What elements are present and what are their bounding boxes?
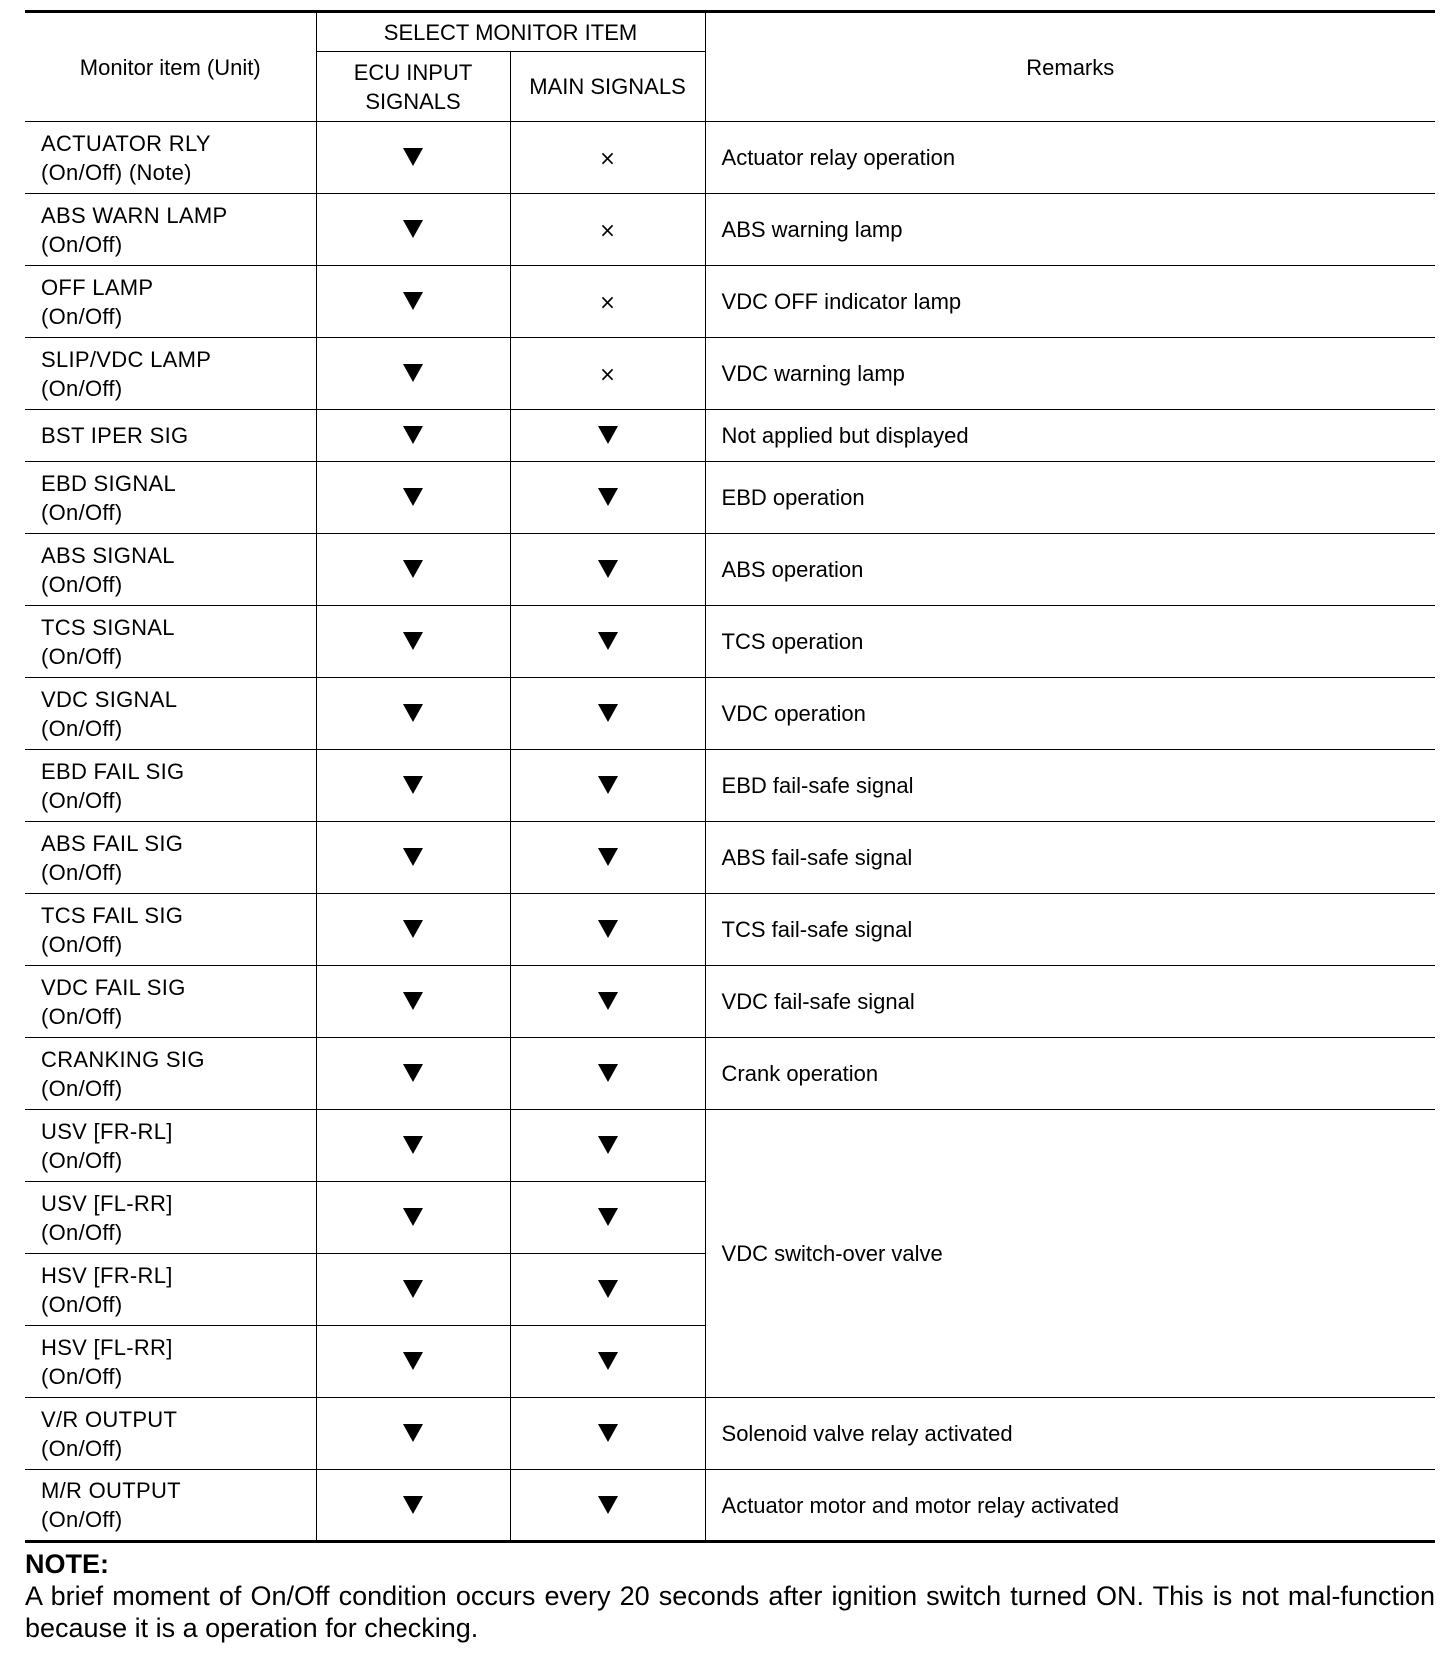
monitor-item-name: EBD SIGNAL bbox=[41, 470, 177, 496]
selected-triangle-icon bbox=[403, 848, 423, 866]
ecu-input-signals-cell bbox=[316, 1110, 510, 1182]
remarks-cell: VDC switch-over valve bbox=[705, 1110, 1435, 1398]
monitor-item-cell bbox=[25, 194, 316, 266]
monitor-item-unit: (On/Off) bbox=[41, 1291, 123, 1317]
ecu-input-signals-cell bbox=[316, 1470, 510, 1542]
ecu-input-signals-cell bbox=[316, 194, 510, 266]
selected-triangle-icon bbox=[403, 220, 423, 238]
monitor-item-cell bbox=[25, 1110, 316, 1182]
selected-triangle-icon bbox=[598, 1208, 618, 1226]
remarks-cell: EBD fail-safe signal bbox=[705, 750, 1435, 822]
selected-triangle-icon bbox=[598, 560, 618, 578]
monitor-item-name: HSV [FL-RR] bbox=[41, 1334, 173, 1360]
monitor-item-name: TCS FAIL SIG bbox=[41, 902, 184, 928]
monitor-item-name: M/R OUTPUT bbox=[41, 1478, 181, 1503]
ecu-input-signals-cell bbox=[316, 338, 510, 410]
selected-triangle-icon bbox=[403, 1208, 423, 1226]
monitor-item-cell bbox=[25, 1470, 316, 1542]
monitor-item-cell bbox=[25, 1398, 316, 1470]
monitor-item-unit: (On/Off) bbox=[41, 571, 123, 597]
main-signals-cell bbox=[510, 194, 705, 266]
selected-triangle-icon bbox=[598, 1280, 618, 1298]
monitor-item-name: ABS WARN LAMP bbox=[41, 202, 228, 228]
ecu-input-signals-cell bbox=[316, 266, 510, 338]
ecu-input-signals-cell bbox=[316, 1326, 510, 1398]
selected-triangle-icon bbox=[403, 1136, 423, 1154]
ecu-input-signals-cell bbox=[316, 1398, 510, 1470]
selected-triangle-icon bbox=[598, 632, 618, 650]
monitor-item-unit: (On/Off) bbox=[41, 1075, 123, 1101]
selected-triangle-icon bbox=[403, 920, 423, 938]
main-signals-cell bbox=[510, 966, 705, 1038]
monitor-item-unit: (On/Off) bbox=[41, 303, 123, 329]
ecu-input-signals-cell bbox=[316, 534, 510, 606]
selected-triangle-icon bbox=[598, 776, 618, 794]
selected-triangle-icon bbox=[598, 1064, 618, 1082]
header-select-monitor-item: SELECT MONITOR ITEM bbox=[316, 12, 705, 52]
monitor-item-name: BST IPER SIG bbox=[41, 423, 189, 448]
selected-triangle-icon bbox=[403, 1352, 423, 1370]
selected-triangle-icon bbox=[403, 776, 423, 794]
monitor-item-unit: (On/Off) (Note) bbox=[41, 159, 192, 185]
ecu-input-signals-cell bbox=[316, 894, 510, 966]
table-row bbox=[25, 606, 1435, 678]
monitor-item-name: CRANKING SIG bbox=[41, 1046, 205, 1072]
remarks-cell: EBD operation bbox=[705, 462, 1435, 534]
selected-triangle-icon bbox=[598, 1424, 618, 1442]
monitor-item-name: USV [FL-RR] bbox=[41, 1190, 173, 1216]
selected-triangle-icon bbox=[598, 848, 618, 866]
selected-triangle-icon bbox=[598, 488, 618, 506]
header-ecu-input-signals bbox=[316, 52, 510, 122]
remarks-cell: Solenoid valve relay activated bbox=[705, 1398, 1435, 1470]
main-signals-cell bbox=[510, 1326, 705, 1398]
header-ecu-input-line1: ECU INPUT bbox=[353, 59, 473, 85]
monitor-item-cell bbox=[25, 410, 316, 462]
ecu-input-signals-cell bbox=[316, 410, 510, 462]
main-signals-cell bbox=[510, 410, 705, 462]
selected-triangle-icon bbox=[598, 992, 618, 1010]
monitor-item-name: VDC FAIL SIG bbox=[41, 974, 186, 1000]
ecu-input-signals-cell bbox=[316, 1182, 510, 1254]
monitor-item-cell bbox=[25, 750, 316, 822]
monitor-item-cell bbox=[25, 606, 316, 678]
selected-triangle-icon bbox=[403, 992, 423, 1010]
table-row bbox=[25, 194, 1435, 266]
selected-triangle-icon bbox=[403, 364, 423, 382]
monitor-item-unit: (On/Off) bbox=[41, 859, 123, 885]
main-signals-cell bbox=[510, 1110, 705, 1182]
monitor-item-cell bbox=[25, 894, 316, 966]
table-row bbox=[25, 410, 1435, 462]
header-ecu-input-line2: SIGNALS bbox=[365, 88, 461, 114]
ecu-input-signals-cell bbox=[316, 606, 510, 678]
selected-triangle-icon bbox=[598, 426, 618, 444]
selected-triangle-icon bbox=[403, 1280, 423, 1298]
monitor-item-unit: (On/Off) bbox=[41, 643, 123, 669]
monitor-item-unit: (On/Off) bbox=[41, 1363, 123, 1389]
table-row bbox=[25, 122, 1435, 194]
main-signals-cell bbox=[510, 678, 705, 750]
selected-triangle-icon bbox=[403, 1496, 423, 1514]
main-signals-cell bbox=[510, 1398, 705, 1470]
selected-triangle-icon bbox=[598, 704, 618, 722]
main-signals-cell bbox=[510, 822, 705, 894]
monitor-item-cell bbox=[25, 534, 316, 606]
main-signals-cell bbox=[510, 462, 705, 534]
main-signals-cell bbox=[510, 534, 705, 606]
remarks-cell: VDC warning lamp bbox=[705, 338, 1435, 410]
monitor-item-unit: (On/Off) bbox=[41, 715, 123, 741]
monitor-item-cell bbox=[25, 1038, 316, 1110]
note-section bbox=[25, 1548, 1435, 1644]
ecu-input-signals-cell bbox=[316, 822, 510, 894]
remarks-cell: Actuator relay operation bbox=[705, 122, 1435, 194]
ecu-input-signals-cell bbox=[316, 750, 510, 822]
table-row bbox=[25, 966, 1435, 1038]
main-signals-cell bbox=[510, 894, 705, 966]
ecu-input-signals-cell bbox=[316, 1254, 510, 1326]
main-signals-cell bbox=[510, 606, 705, 678]
main-signals-cell bbox=[510, 1038, 705, 1110]
monitor-item-name: V/R OUTPUT bbox=[41, 1406, 178, 1432]
monitor-item-name: VDC SIGNAL bbox=[41, 686, 178, 712]
monitor-item-cell bbox=[25, 1182, 316, 1254]
monitor-item-cell bbox=[25, 338, 316, 410]
monitor-item-unit: (On/Off) bbox=[41, 1219, 123, 1245]
selected-triangle-icon bbox=[598, 1352, 618, 1370]
monitor-item-name: OFF LAMP bbox=[41, 274, 154, 300]
not-selected-cross-icon: × bbox=[599, 218, 616, 242]
remarks-cell: Crank operation bbox=[705, 1038, 1435, 1110]
monitor-item-name: TCS SIGNAL bbox=[41, 614, 175, 640]
monitor-item-cell bbox=[25, 122, 316, 194]
main-signals-cell bbox=[510, 1254, 705, 1326]
header-monitor-item: Monitor item (Unit) bbox=[25, 12, 316, 122]
monitor-item-unit: (On/Off) bbox=[41, 1147, 123, 1173]
monitor-item-name: SLIP/VDC LAMP bbox=[41, 346, 212, 372]
monitor-item-name: ACTUATOR RLY bbox=[41, 130, 211, 156]
table-body bbox=[25, 122, 1435, 1542]
remarks-cell: VDC fail-safe signal bbox=[705, 966, 1435, 1038]
selected-triangle-icon bbox=[403, 704, 423, 722]
table-row bbox=[25, 1398, 1435, 1470]
main-signals-cell bbox=[510, 266, 705, 338]
selected-triangle-icon bbox=[598, 920, 618, 938]
selected-triangle-icon bbox=[403, 488, 423, 506]
monitor-item-table bbox=[25, 10, 1435, 1543]
table-row bbox=[25, 462, 1435, 534]
ecu-input-signals-cell bbox=[316, 1038, 510, 1110]
monitor-item-unit: (On/Off) bbox=[41, 231, 123, 257]
selected-triangle-icon bbox=[403, 148, 423, 166]
table-row bbox=[25, 1038, 1435, 1110]
monitor-item-name: HSV [FR-RL] bbox=[41, 1262, 173, 1288]
monitor-item-unit: (On/Off) bbox=[41, 499, 123, 525]
selected-triangle-icon bbox=[403, 426, 423, 444]
not-selected-cross-icon: × bbox=[599, 362, 616, 386]
main-signals-cell bbox=[510, 122, 705, 194]
monitor-item-unit: (On/Off) bbox=[41, 375, 123, 401]
not-selected-cross-icon: × bbox=[599, 146, 616, 170]
main-signals-cell bbox=[510, 1182, 705, 1254]
table-row bbox=[25, 750, 1435, 822]
selected-triangle-icon bbox=[403, 292, 423, 310]
main-signals-cell bbox=[510, 1470, 705, 1542]
monitor-item-unit: (On/Off) bbox=[41, 1435, 123, 1461]
selected-triangle-icon bbox=[403, 1064, 423, 1082]
ecu-input-signals-cell bbox=[316, 678, 510, 750]
ecu-input-signals-cell bbox=[316, 122, 510, 194]
remarks-cell: ABS warning lamp bbox=[705, 194, 1435, 266]
monitor-item-cell bbox=[25, 966, 316, 1038]
monitor-item-cell bbox=[25, 1254, 316, 1326]
note-body: A brief moment of On/Off condition occurs every 20 seconds after ignition switch turned ON. This is not mal-function because it is a operation for checking. bbox=[25, 1581, 1435, 1643]
remarks-cell: Actuator motor and motor relay activated bbox=[705, 1470, 1435, 1542]
ecu-input-signals-cell bbox=[316, 462, 510, 534]
remarks-cell: VDC operation bbox=[705, 678, 1435, 750]
header-main-signals: MAIN SIGNALS bbox=[510, 52, 705, 122]
table-row bbox=[25, 894, 1435, 966]
ecu-input-signals-cell bbox=[316, 966, 510, 1038]
selected-triangle-icon bbox=[598, 1136, 618, 1154]
header-remarks: Remarks bbox=[705, 12, 1435, 122]
table-row bbox=[25, 1470, 1435, 1542]
remarks-cell: VDC OFF indicator lamp bbox=[705, 266, 1435, 338]
table-row bbox=[25, 822, 1435, 894]
note-title: NOTE: bbox=[25, 1549, 109, 1579]
monitor-item-cell bbox=[25, 462, 316, 534]
monitor-item-name: ABS FAIL SIG bbox=[41, 830, 184, 856]
table-row bbox=[25, 338, 1435, 410]
remarks-cell: ABS fail-safe signal bbox=[705, 822, 1435, 894]
monitor-item-unit: (On/Off) bbox=[41, 1003, 123, 1029]
monitor-item-name: USV [FR-RL] bbox=[41, 1118, 173, 1144]
table-row bbox=[25, 1110, 1435, 1182]
main-signals-cell bbox=[510, 750, 705, 822]
monitor-item-unit: (On/Off) bbox=[41, 1507, 123, 1532]
monitor-item-cell bbox=[25, 678, 316, 750]
remarks-cell: ABS operation bbox=[705, 534, 1435, 606]
selected-triangle-icon bbox=[598, 1496, 618, 1514]
table-row bbox=[25, 678, 1435, 750]
remarks-cell: TCS operation bbox=[705, 606, 1435, 678]
monitor-item-cell bbox=[25, 822, 316, 894]
monitor-item-cell bbox=[25, 1326, 316, 1398]
remarks-cell: Not applied but displayed bbox=[705, 410, 1435, 462]
monitor-item-unit: (On/Off) bbox=[41, 931, 123, 957]
not-selected-cross-icon: × bbox=[599, 290, 616, 314]
monitor-item-name: EBD FAIL SIG bbox=[41, 758, 185, 784]
table-header bbox=[25, 12, 1435, 122]
monitor-item-name: ABS SIGNAL bbox=[41, 542, 175, 568]
monitor-item-unit: (On/Off) bbox=[41, 787, 123, 813]
selected-triangle-icon bbox=[403, 632, 423, 650]
table-row bbox=[25, 534, 1435, 606]
main-signals-cell bbox=[510, 338, 705, 410]
remarks-cell: TCS fail-safe signal bbox=[705, 894, 1435, 966]
monitor-item-cell bbox=[25, 266, 316, 338]
table-row bbox=[25, 266, 1435, 338]
selected-triangle-icon bbox=[403, 560, 423, 578]
selected-triangle-icon bbox=[403, 1424, 423, 1442]
